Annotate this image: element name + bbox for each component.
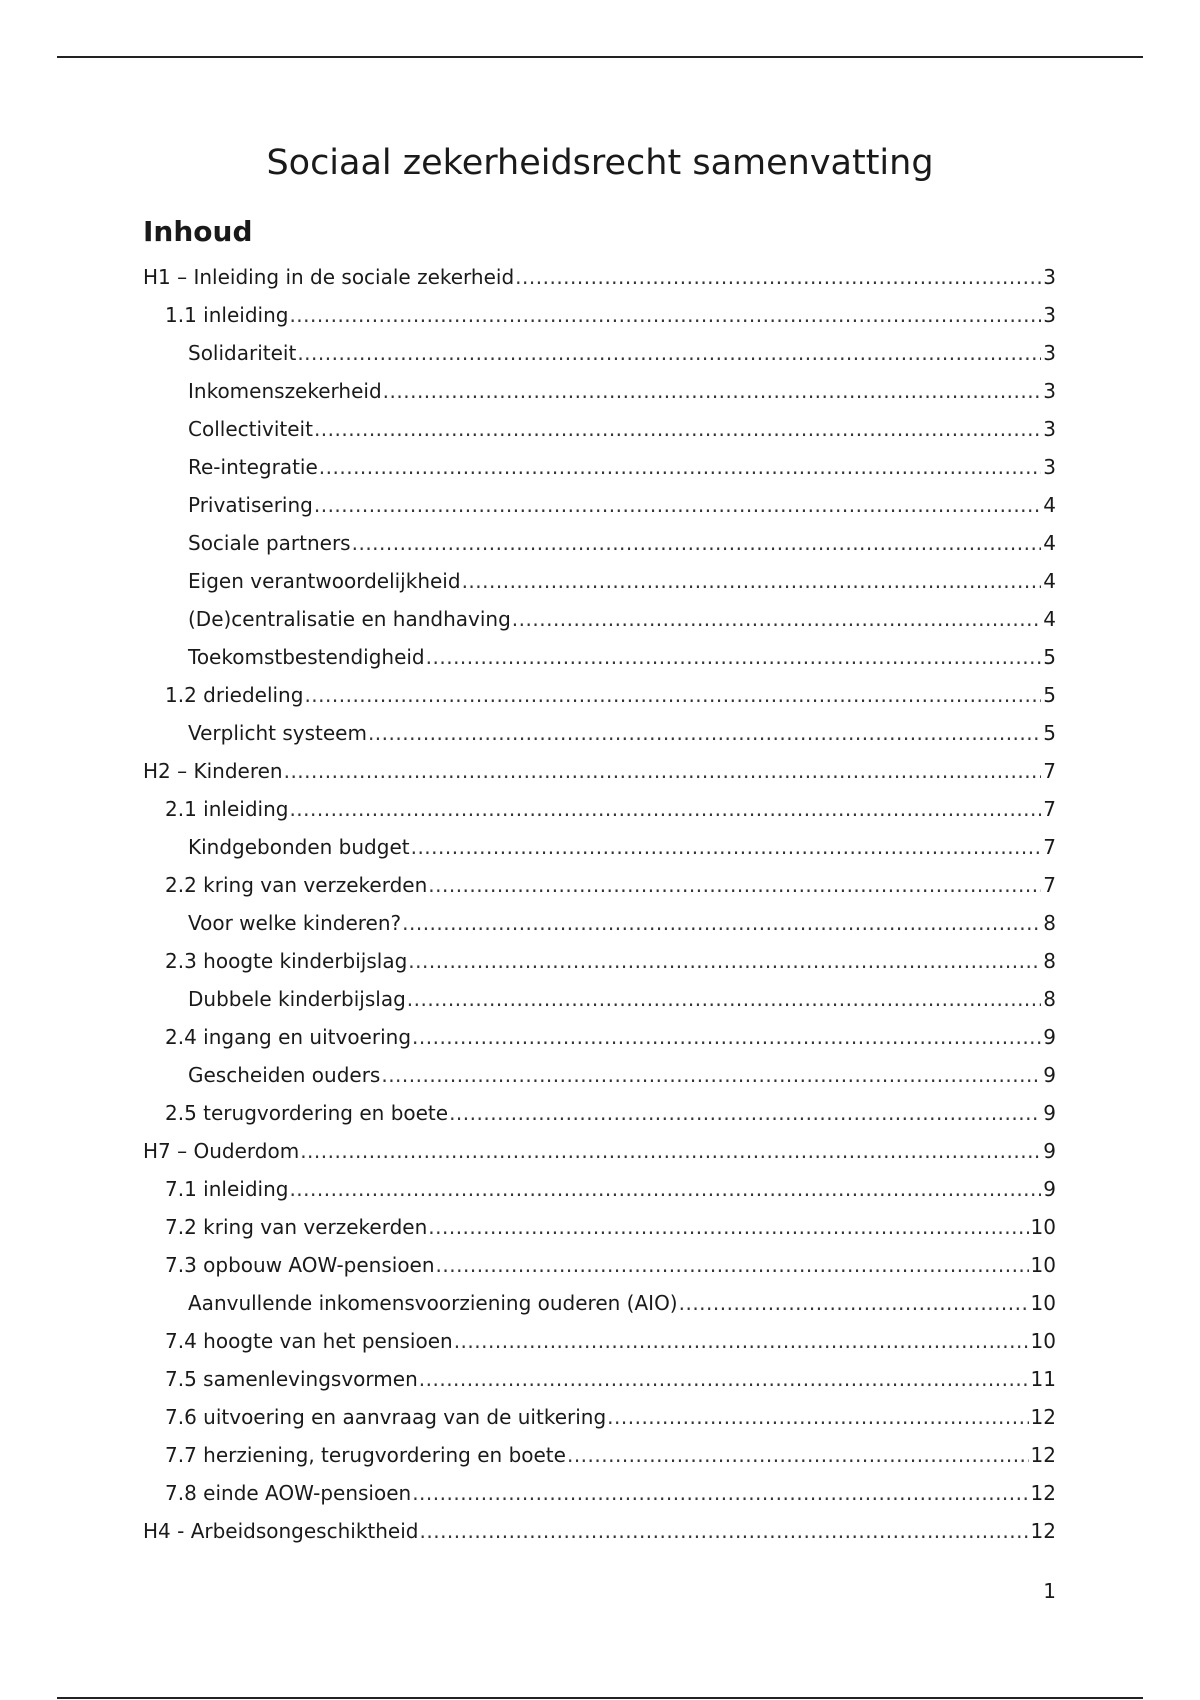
toc-entry-title: Dubbele kinderbijslag — [188, 987, 406, 1011]
toc-dot-leader — [297, 334, 1041, 372]
toc-entry-page: 3 — [1043, 379, 1056, 403]
toc-dot-leader — [426, 638, 1042, 676]
toc-entry-page: 7 — [1043, 759, 1056, 783]
toc-entry-page: 10 — [1030, 1291, 1056, 1315]
toc-dot-leader — [454, 1322, 1029, 1360]
toc-entry-title: 2.3 hoogte kinderbijslag — [165, 949, 408, 973]
toc-entry-title: H1 – Inleiding in de sociale zekerheid — [143, 265, 515, 289]
toc-dot-leader — [289, 1170, 1041, 1208]
toc-entry-page: 3 — [1043, 417, 1056, 441]
toc-entry[interactable] — [143, 942, 1056, 980]
toc-entry-page: 11 — [1030, 1367, 1056, 1391]
toc-entry-title: 7.7 herziening, terugvordering en boete — [165, 1443, 566, 1467]
toc-entry[interactable] — [143, 448, 1056, 486]
toc-entry[interactable] — [143, 1512, 1056, 1550]
toc-dot-leader — [352, 524, 1042, 562]
toc-dot-leader — [383, 372, 1042, 410]
toc-entry-page: 4 — [1043, 531, 1056, 555]
toc-entry-page: 8 — [1043, 949, 1056, 973]
toc-entry[interactable] — [143, 1360, 1056, 1398]
toc-dot-leader — [304, 676, 1041, 714]
toc-entry[interactable] — [143, 828, 1056, 866]
toc-dot-leader — [607, 1398, 1028, 1436]
toc-entry-title: 2.1 inleiding — [165, 797, 289, 821]
toc-entry[interactable] — [143, 980, 1056, 1018]
page-number: 1 — [1043, 1579, 1056, 1603]
toc-dot-leader — [408, 942, 1041, 980]
toc-entry-page: 8 — [1043, 987, 1056, 1011]
toc-entry-title: 7.5 samenlevingsvormen — [165, 1367, 418, 1391]
document-title: Sociaal zekerheidsrecht samenvatting — [266, 143, 934, 183]
toc-entry[interactable] — [143, 638, 1056, 676]
toc-entry[interactable] — [143, 1094, 1056, 1132]
toc-dot-leader — [428, 1208, 1028, 1246]
toc-entry-title: Gescheiden ouders — [188, 1063, 381, 1087]
toc-entry-page: 10 — [1030, 1215, 1056, 1239]
toc-heading: Inhoud — [143, 215, 253, 248]
toc-entry[interactable] — [143, 600, 1056, 638]
toc-dot-leader — [462, 562, 1042, 600]
toc-dot-leader — [314, 486, 1041, 524]
toc-entry-page: 5 — [1043, 683, 1056, 707]
toc-dot-leader — [314, 410, 1041, 448]
toc-entry-page: 5 — [1043, 721, 1056, 745]
toc-entry[interactable] — [143, 524, 1056, 562]
toc-entry-page: 9 — [1043, 1139, 1056, 1163]
toc-entry-page: 9 — [1043, 1177, 1056, 1201]
toc-entry-title: Collectiviteit — [188, 417, 313, 441]
toc-entry-page: 3 — [1043, 265, 1056, 289]
toc-entry-title: H4 - Arbeidsongeschiktheid — [143, 1519, 419, 1543]
toc-entry[interactable] — [143, 676, 1056, 714]
toc-dot-leader — [449, 1094, 1041, 1132]
toc-dot-leader — [319, 448, 1041, 486]
toc-dot-leader — [289, 790, 1041, 828]
toc-entry-title: Voor welke kinderen? — [188, 911, 402, 935]
toc-entry-title: 2.4 ingang en uitvoering — [165, 1025, 412, 1049]
toc-entry-page: 5 — [1043, 645, 1056, 669]
toc-entry-page: 4 — [1043, 607, 1056, 631]
toc-dot-leader — [284, 752, 1042, 790]
toc-entry[interactable] — [143, 296, 1056, 334]
toc-entry-title: 7.8 einde AOW-pensioen — [165, 1481, 412, 1505]
toc-entry[interactable] — [143, 904, 1056, 942]
toc-entry-title: H7 – Ouderdom — [143, 1139, 300, 1163]
toc-entry[interactable] — [143, 1284, 1056, 1322]
toc-entry[interactable] — [143, 714, 1056, 752]
toc-entry-title: Kindgebonden budget — [188, 835, 410, 859]
toc-entry-title: 2.2 kring van verzekerden — [165, 873, 428, 897]
toc-entry-page: 12 — [1030, 1481, 1056, 1505]
toc-entry-page: 4 — [1043, 493, 1056, 517]
toc-entry-page: 9 — [1043, 1025, 1056, 1049]
toc-dot-leader — [679, 1284, 1029, 1322]
toc-entry-title: 1.1 inleiding — [165, 303, 289, 327]
toc-entry[interactable] — [143, 1132, 1056, 1170]
toc-entry-page: 7 — [1043, 873, 1056, 897]
toc-entry-title: Inkomenszekerheid — [188, 379, 382, 403]
toc-dot-leader — [289, 296, 1041, 334]
toc-dot-leader — [412, 1018, 1041, 1056]
toc-entry[interactable] — [143, 1208, 1056, 1246]
toc-entry-page: 12 — [1030, 1519, 1056, 1543]
toc-entry-page: 12 — [1030, 1443, 1056, 1467]
toc-entry-title: 7.3 opbouw AOW-pensioen — [165, 1253, 435, 1277]
toc-entry-title: H2 – Kinderen — [143, 759, 283, 783]
toc-entry-page: 10 — [1030, 1329, 1056, 1353]
toc-entry[interactable] — [143, 486, 1056, 524]
toc-entry-page: 9 — [1043, 1063, 1056, 1087]
toc-dot-leader — [419, 1360, 1029, 1398]
toc-entry-page: 3 — [1043, 303, 1056, 327]
toc-entry[interactable] — [143, 372, 1056, 410]
toc-dot-leader — [412, 1474, 1028, 1512]
toc-entry-page: 3 — [1043, 455, 1056, 479]
toc-dot-leader — [402, 904, 1041, 942]
toc-entry-title: Privatisering — [188, 493, 313, 517]
toc-dot-leader — [512, 600, 1041, 638]
toc-entry[interactable] — [143, 752, 1056, 790]
toc-entry-page: 3 — [1043, 341, 1056, 365]
toc-entry-title: Verplicht systeem — [188, 721, 367, 745]
toc-entry[interactable] — [143, 258, 1056, 296]
toc-entry[interactable] — [143, 866, 1056, 904]
toc-entry-page: 8 — [1043, 911, 1056, 935]
toc-dot-leader — [411, 828, 1042, 866]
toc-entry-title: Sociale partners — [188, 531, 351, 555]
toc-entry[interactable] — [143, 410, 1056, 448]
toc-dot-leader — [300, 1132, 1041, 1170]
toc-entry[interactable] — [143, 1018, 1056, 1056]
toc-entry-title: 7.2 kring van verzekerden — [165, 1215, 428, 1239]
toc-entry-title: (De)centralisatie en handhaving — [188, 607, 511, 631]
toc-entry[interactable] — [143, 790, 1056, 828]
toc-entry-title: 7.1 inleiding — [165, 1177, 289, 1201]
toc-entry-title: Eigen verantwoordelijkheid — [188, 569, 461, 593]
toc-entry-page: 9 — [1043, 1101, 1056, 1125]
toc-entry-page: 10 — [1030, 1253, 1056, 1277]
toc-dot-leader — [428, 866, 1041, 904]
toc-dot-leader — [567, 1436, 1029, 1474]
toc-entry[interactable] — [143, 1056, 1056, 1094]
toc-entry[interactable] — [143, 1322, 1056, 1360]
toc-entry-title: 7.4 hoogte van het pensioen — [165, 1329, 453, 1353]
toc-entry[interactable] — [143, 1474, 1056, 1512]
toc-entry-page: 7 — [1043, 835, 1056, 859]
toc-entry-page: 7 — [1043, 797, 1056, 821]
toc-entry-title: Solidariteit — [188, 341, 297, 365]
toc-entry-title: Re-integratie — [188, 455, 318, 479]
toc-dot-leader — [515, 258, 1041, 296]
table-of-contents — [143, 258, 1056, 1550]
page-top-rule — [57, 56, 1143, 58]
toc-entry[interactable] — [143, 1170, 1056, 1208]
toc-entry[interactable] — [143, 334, 1056, 372]
toc-entry-title: 2.5 terugvordering en boete — [165, 1101, 449, 1125]
toc-entry-title: Aanvullende inkomensvoorziening ouderen (AIO) — [188, 1291, 678, 1315]
toc-dot-leader — [420, 1512, 1029, 1550]
toc-entry[interactable] — [143, 1398, 1056, 1436]
toc-entry-page: 12 — [1030, 1405, 1056, 1429]
toc-dot-leader — [381, 1056, 1041, 1094]
toc-entry[interactable] — [143, 1246, 1056, 1284]
toc-entry-title: 1.2 driedeling — [165, 683, 304, 707]
toc-entry-title: Toekomstbestendigheid — [188, 645, 425, 669]
toc-entry-page: 4 — [1043, 569, 1056, 593]
page-bottom-rule — [57, 1697, 1143, 1699]
toc-dot-leader — [407, 980, 1042, 1018]
toc-dot-leader — [368, 714, 1041, 752]
toc-dot-leader — [436, 1246, 1029, 1284]
toc-entry[interactable] — [143, 562, 1056, 600]
toc-entry-title: 7.6 uitvoering en aanvraag van de uitkering — [165, 1405, 607, 1429]
toc-entry[interactable] — [143, 1436, 1056, 1474]
